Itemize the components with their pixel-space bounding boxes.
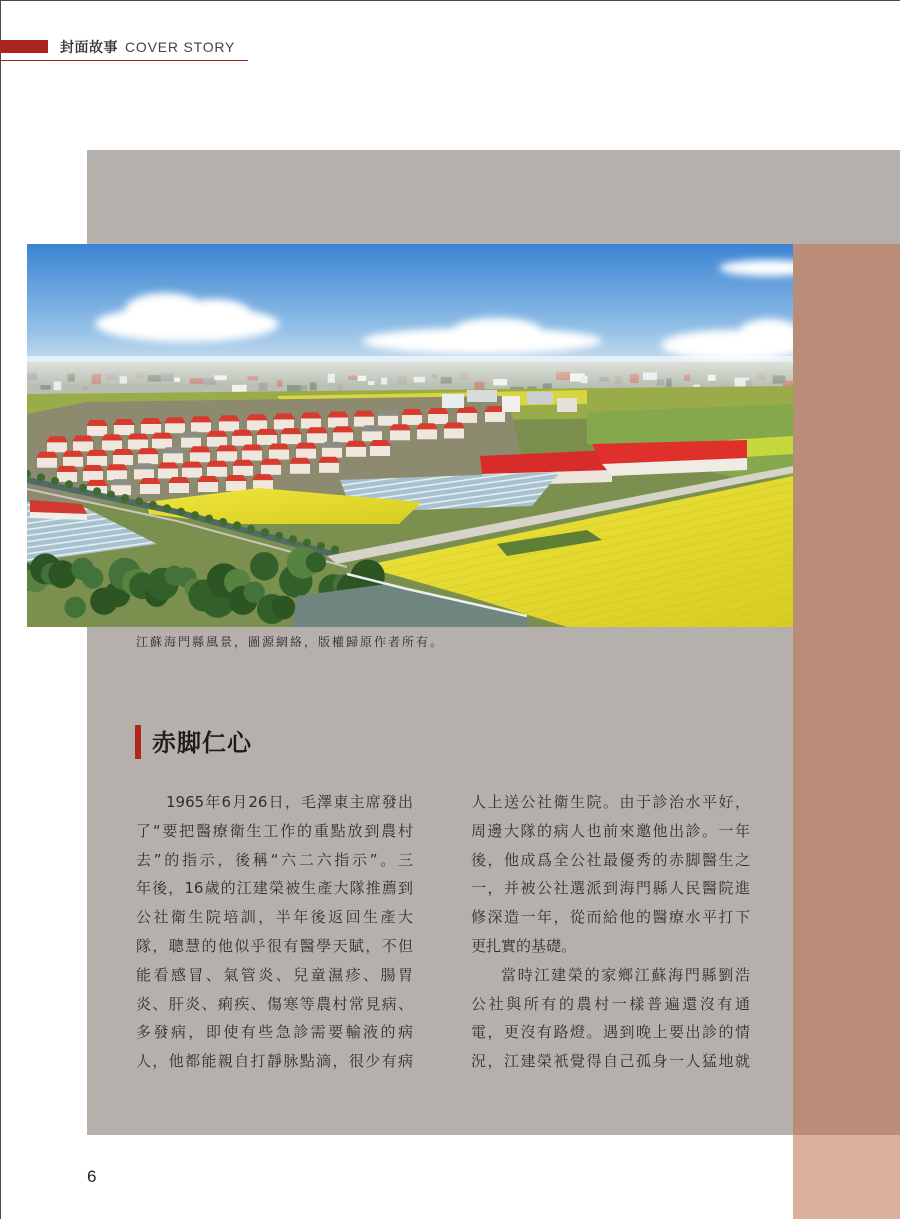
text-line: 年後，16歲的江建榮被生產大隊推薦到 — [136, 879, 413, 898]
village-house — [151, 433, 173, 449]
village-house — [256, 429, 278, 445]
village-house — [321, 442, 343, 458]
village-house — [36, 452, 58, 468]
house-wall — [152, 439, 172, 449]
village-house — [127, 434, 149, 450]
text-line: 1965年6月26日，毛澤東主席發出 — [166, 793, 413, 811]
village-house — [206, 461, 228, 477]
village-house — [101, 434, 123, 450]
house-wall — [370, 446, 390, 456]
text-line: 後，他成爲全公社最優秀的赤脚醫生之 — [471, 850, 750, 869]
distant-building — [287, 385, 302, 392]
village-house — [181, 462, 203, 478]
house-wall — [181, 438, 201, 448]
text-line: 修深造一年，從而給他的醫療水平打下 — [471, 908, 750, 927]
village-house — [280, 428, 302, 444]
village-house — [140, 418, 162, 434]
canal-tree — [331, 546, 339, 554]
house-wall — [87, 426, 107, 436]
house-wall — [390, 430, 410, 440]
house-wall — [63, 457, 83, 467]
house-wall — [261, 465, 281, 475]
section-title-chinese: 封面故事 — [60, 40, 118, 56]
tree — [306, 552, 326, 572]
house-wall — [346, 447, 366, 457]
text-line: 電，更沒有路燈。遇到晚上要出診的情 — [471, 1023, 750, 1042]
canal-tree — [121, 494, 129, 502]
canal-tree — [149, 501, 157, 509]
village-house — [332, 426, 354, 442]
house-wall — [242, 451, 262, 461]
village-house — [353, 411, 375, 427]
village-house — [260, 459, 282, 475]
distant-building — [81, 386, 88, 390]
canal-tree — [303, 539, 311, 547]
village-house — [377, 410, 399, 426]
tree — [250, 552, 278, 580]
village-house — [190, 416, 212, 432]
village-house — [369, 440, 391, 456]
house-wall — [158, 468, 178, 478]
village-house — [268, 444, 290, 460]
cover-photo-landscape — [27, 244, 793, 627]
house-wall — [182, 468, 202, 478]
text-line: 去”的指示，後稱“六二六指示”。三 — [136, 850, 413, 869]
house-wall — [57, 472, 77, 482]
canal-tree — [191, 511, 199, 519]
house-wall — [134, 469, 154, 479]
text-line: 周邊大隊的病人也前來邀他出診。一年 — [471, 821, 750, 840]
canal-tree — [65, 480, 73, 488]
section-title-english: COVER STORY — [125, 39, 236, 55]
house-wall — [296, 449, 316, 459]
house-wall — [198, 482, 218, 492]
house-wall — [141, 424, 161, 434]
village-house — [157, 462, 179, 478]
house-wall — [378, 416, 398, 426]
house-wall — [269, 450, 289, 460]
side-accent-strip — [793, 244, 900, 1135]
article-column-left — [136, 788, 413, 1076]
village-house — [232, 460, 254, 476]
house-wall — [138, 454, 158, 464]
house-wall — [417, 429, 437, 439]
canal-tree — [37, 473, 45, 481]
canal-tree — [107, 491, 115, 499]
text-line: 公社衛生院培訓，半年後返回生產大 — [136, 908, 413, 927]
canal-tree — [247, 525, 255, 533]
canal-tree — [177, 508, 185, 516]
house-wall — [354, 417, 374, 427]
canal-tree — [205, 515, 213, 523]
village-house — [168, 477, 190, 493]
canal-tree — [275, 532, 283, 540]
side-accent-strip-lower — [793, 1135, 900, 1219]
text-line: 炎、肝炎、痢疾、傷寒等農村常見病、 — [136, 994, 413, 1013]
village-house — [106, 464, 128, 480]
canal-tree — [261, 528, 269, 536]
house-wall — [485, 412, 505, 422]
village-house — [112, 449, 134, 465]
village-house — [456, 407, 478, 423]
village-house — [162, 447, 184, 463]
village-house — [241, 445, 263, 461]
tree — [272, 596, 296, 620]
village-house — [133, 463, 155, 479]
house-wall — [333, 432, 353, 442]
article-column-right — [471, 788, 750, 1076]
village-house — [361, 425, 383, 441]
house-wall — [113, 455, 133, 465]
village-house — [295, 443, 317, 459]
village-house — [401, 409, 423, 425]
house-wall — [207, 467, 227, 477]
tree — [82, 567, 104, 589]
house-wall — [37, 458, 57, 468]
house-wall — [247, 420, 267, 430]
horizon-haze — [27, 356, 793, 386]
village-house — [216, 445, 238, 461]
heading-marker-bar — [135, 725, 141, 759]
house-wall — [169, 483, 189, 493]
house-wall — [102, 440, 122, 450]
canal-tree — [289, 535, 297, 543]
text-line: 公社與所有的農村一樣普遍還沒有通 — [471, 994, 750, 1013]
text-line: 當時江建榮的家鄉江蘇海門縣劉浩 — [501, 965, 750, 984]
section-marker-bar — [0, 40, 48, 53]
village-house — [164, 417, 186, 433]
house-wall — [140, 484, 160, 494]
house-wall — [107, 470, 127, 480]
village-house — [86, 450, 108, 466]
house-wall — [219, 421, 239, 431]
village-house — [231, 430, 253, 446]
canal-tree — [233, 521, 241, 529]
cover-photo — [27, 244, 793, 627]
village-house — [252, 474, 274, 490]
village-house — [46, 436, 68, 452]
village-house — [56, 466, 78, 482]
house-wall — [207, 437, 227, 447]
text-line: 一，并被公社選派到海門縣人民醫院進 — [471, 879, 750, 898]
house-wall — [165, 423, 185, 433]
village-house — [306, 427, 328, 443]
village-house — [416, 423, 438, 439]
canal-tree — [219, 518, 227, 526]
canal-tree — [93, 487, 101, 495]
village-house — [246, 414, 268, 430]
house-wall — [402, 415, 422, 425]
canal-tree — [51, 477, 59, 485]
village-house — [289, 458, 311, 474]
village-house — [225, 475, 247, 491]
house-wall — [307, 433, 327, 443]
house-wall — [328, 418, 348, 428]
village-house — [72, 435, 94, 451]
article-heading: 赤脚仁心 — [152, 728, 252, 757]
village-house — [206, 431, 228, 447]
house-wall — [428, 414, 448, 424]
house-wall — [217, 451, 237, 461]
village-house — [318, 457, 340, 473]
village-house — [197, 476, 219, 492]
village-house — [82, 465, 104, 481]
village-house — [180, 432, 202, 448]
photo-caption: 江蘇海門縣風景，圖源網絡，版權歸原作者所有。 — [136, 635, 445, 649]
village-house — [189, 446, 211, 462]
text-line: 了“要把醫療衛生工作的重點放到農村 — [136, 821, 413, 840]
tree — [48, 560, 76, 588]
house-wall — [87, 456, 107, 466]
house-wall — [226, 481, 246, 491]
village-house — [443, 422, 465, 438]
village-house — [427, 408, 449, 424]
canal-tree — [163, 504, 171, 512]
house-wall — [457, 413, 477, 423]
canal-tree — [317, 542, 325, 550]
house-wall — [281, 434, 301, 444]
village-house — [218, 415, 240, 431]
tree — [65, 597, 86, 618]
house-wall — [319, 463, 339, 473]
house-wall — [163, 453, 183, 463]
house-wall — [301, 418, 321, 428]
village-house — [137, 448, 159, 464]
village-house — [389, 424, 411, 440]
village-house — [139, 478, 161, 494]
village-house — [327, 412, 349, 428]
page-number: 6 — [87, 1167, 97, 1186]
house-wall — [274, 419, 294, 429]
text-line: 能看感冒、氣管炎、兒童濕疹、腸胃 — [136, 965, 413, 984]
house-wall — [322, 448, 342, 458]
text-line: 況，江建榮衹覺得自己孤身一人猛地就 — [471, 1052, 750, 1071]
house-wall — [290, 464, 310, 474]
house-wall — [128, 440, 148, 450]
section-header — [60, 38, 235, 56]
house-wall — [233, 466, 253, 476]
text-line: 人上送公社衛生院。由于診治水平好， — [471, 793, 750, 811]
village-house — [113, 419, 135, 435]
village-house — [345, 441, 367, 457]
house-wall — [444, 428, 464, 438]
text-line: 更扎實的基礎。 — [471, 936, 577, 955]
text-line: 人，他都能親自打靜脉點滴，很少有病 — [136, 1052, 413, 1071]
canal-tree — [135, 497, 143, 505]
house-wall — [232, 436, 252, 446]
header-rule — [0, 60, 248, 61]
village-house — [86, 420, 108, 436]
village-house — [300, 412, 322, 428]
text-line: 隊，聰慧的他似乎很有醫學天賦，不但 — [136, 936, 413, 955]
house-wall — [362, 431, 382, 441]
house-wall — [191, 422, 211, 432]
house-wall — [257, 435, 277, 445]
house-wall — [190, 452, 210, 462]
text-line: 多發病，即使有些急診需要輸液的病 — [136, 1023, 413, 1042]
canal-tree — [79, 484, 87, 492]
village-house — [273, 413, 295, 429]
village-house — [62, 451, 84, 467]
house-wall — [83, 471, 103, 481]
house-wall — [47, 442, 67, 452]
